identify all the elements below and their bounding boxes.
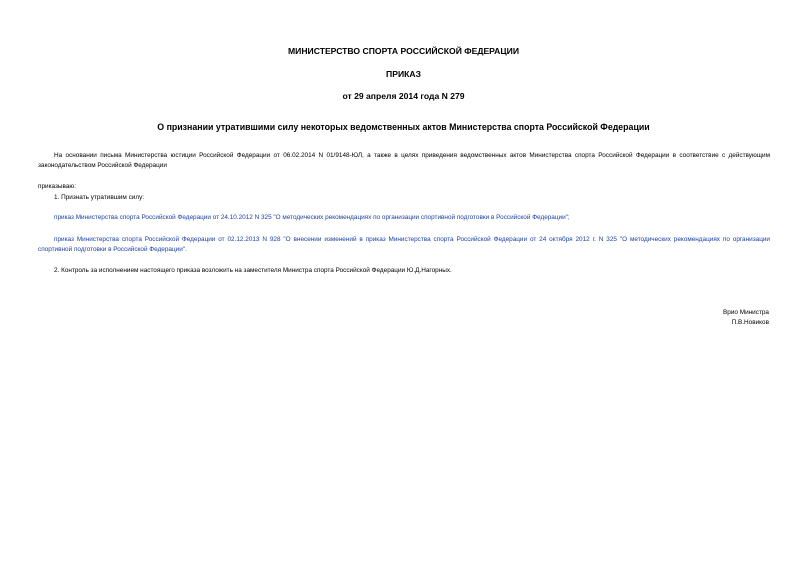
revoked-order-link-2[interactable]: приказ Министерства спорта Российской Федерации от 02.12.2013 N 928 "О внесении изменений в приказ Министерства спорта Российской Федерации от 24 октября 2012 г. N 325 "О методических рекомендациях по организации спортивной подготовки в Российской Федерации". xyxy=(38,236,770,253)
item-1-paragraph: 1. Признать утратившим силу: xyxy=(54,194,145,201)
item-2-paragraph: 2. Контроль за исполнением настоящего приказа возложить на заместителя Министра спорта Российской Федерации Ю.Д.Нагорных. xyxy=(54,267,452,274)
signatory-position: Врио Министра xyxy=(723,309,769,316)
basis-paragraph: На основании письма Министерства юстиции Российской Федерации от 06.02.2014 N 01/9148-ЮЛ, а также в целях приведения ведомственных актов Министерства спорта Российской Федерации в соответствие с действующим законодательством Российской Федерации xyxy=(38,152,770,169)
order-word: приказываю: xyxy=(38,183,76,190)
document-title: О признании утратившими силу некоторых ведомственных актов Министерства спорта Российской Федерации xyxy=(157,122,650,132)
date-number-heading: от 29 апреля 2014 года N 279 xyxy=(342,91,465,101)
revoked-order-link-1[interactable]: приказ Министерства спорта Российской Федерации от 24.10.2012 N 325 "О методических рекомендациях по организации спортивной подготовки в Российской Федерации"; xyxy=(54,214,570,221)
signatory-name: П.В.Новиков xyxy=(731,319,769,326)
document-type-heading: ПРИКАЗ xyxy=(386,69,421,79)
ministry-heading: МИНИСТЕРСТВО СПОРТА РОССИЙСКОЙ ФЕДЕРАЦИИ xyxy=(287,46,519,56)
